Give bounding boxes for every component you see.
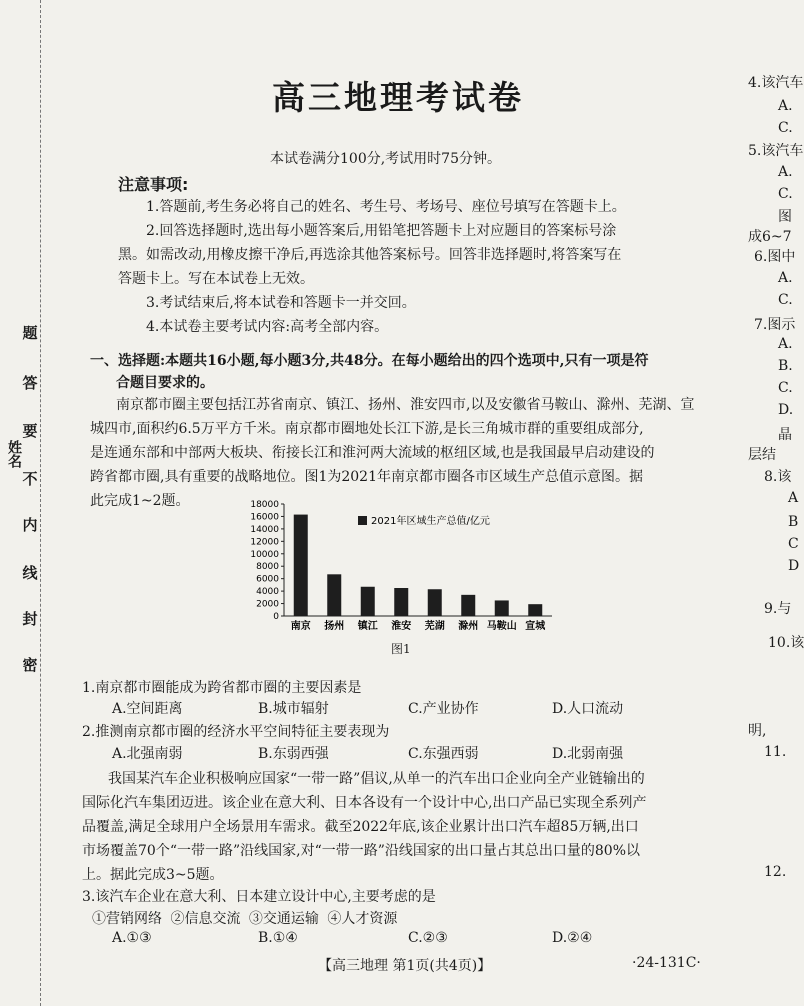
binding-char: 封 — [22, 610, 38, 628]
y-tick-label: 14000 — [250, 524, 279, 535]
next-page-fragment: A. — [778, 164, 793, 180]
next-page-fragment: C. — [778, 292, 793, 308]
next-page-fragment: 明, — [748, 723, 767, 739]
x-tick-label: 芜湖 — [424, 621, 445, 632]
next-page-fragment: C. — [778, 380, 793, 396]
paper-code: ·24-131C· — [632, 955, 701, 971]
bar-淮安 — [394, 588, 408, 616]
next-page-fragment: A — [788, 490, 799, 506]
cut-line — [40, 0, 41, 1006]
bar-南京 — [294, 515, 308, 616]
notice-heading: 注意事项: — [118, 175, 189, 194]
binding-char: 不 — [22, 470, 38, 488]
x-tick-label: 淮安 — [391, 621, 412, 632]
page-title: 高三地理考试卷 — [272, 78, 524, 117]
section-heading: 一、选择题:本题共16小题,每小题3分,共48分。在每小题给出的四个选项中,只有一项是符 — [90, 353, 649, 369]
next-page-fragment: C — [788, 536, 799, 552]
next-page-fragment: 4.该汽车 — [748, 75, 804, 91]
q2-option-d[interactable]: D.北弱南强 — [552, 746, 624, 762]
x-tick-label: 宣城 — [525, 621, 546, 632]
y-tick-label: 0 — [273, 612, 279, 622]
chart-caption: 图1 — [391, 642, 411, 656]
legend-swatch — [358, 516, 367, 525]
gdp-bar-chart — [232, 494, 562, 632]
next-page-fragment: 层结 — [748, 447, 776, 463]
passage-line: 南京都市圈主要包括江苏省南京、镇江、扬州、淮安四市,以及安徽省马鞍山、滁州、芜湖、宣 — [116, 397, 695, 413]
notice-item: 2.回答选择题时,选出每小题答案后,用铅笔把答题卡上对应题目的答案标号涂 — [146, 223, 617, 239]
y-tick-label: 18000 — [250, 500, 279, 510]
y-tick-label: 6000 — [256, 574, 279, 585]
bar-宣城 — [528, 604, 542, 616]
next-page-fragment: A. — [778, 270, 793, 286]
passage-line: 我国某汽车企业积极响应国家“一带一路”倡议,从单一的汽车出口企业向全产业链输出的 — [108, 771, 645, 787]
y-tick-label: 4000 — [256, 587, 279, 598]
binding-char: 要 — [22, 422, 38, 440]
bar-芜湖 — [428, 589, 442, 616]
passage-line: 国际化汽车集团迈进。该企业在意大利、日本各设有一个设计中心,出口产品已实现全系列产 — [82, 795, 647, 811]
question-2-stem: 2.推测南京都市圈的经济水平空间特征主要表现为 — [82, 724, 390, 740]
next-page-fragment: A. — [778, 336, 793, 352]
binding-char: 密 — [22, 656, 38, 674]
next-page-fragment: 9.与 — [764, 601, 792, 617]
next-page-edge — [748, 0, 804, 1006]
q1-option-a[interactable]: A.空间距离 — [112, 701, 183, 717]
x-tick-label: 南京 — [290, 621, 311, 632]
q2-option-a[interactable]: A.北强南弱 — [112, 746, 183, 762]
name-field-label: 姓名 — [6, 440, 22, 468]
binding-margin — [0, 0, 48, 1006]
bar-滁州 — [461, 595, 475, 616]
next-page-fragment: C. — [778, 186, 793, 202]
next-page-fragment: C. — [778, 120, 793, 136]
next-page-fragment: D — [788, 558, 800, 574]
section-heading-cont: 合题目要求的。 — [116, 375, 214, 391]
notice-item: 4.本试卷主要考试内容:高考全部内容。 — [146, 319, 389, 335]
next-page-fragment: 晶 — [778, 427, 792, 443]
question-1-stem: 1.南京都市圈能成为跨省都市圈的主要因素是 — [82, 680, 362, 696]
next-page-fragment: 11. — [764, 744, 787, 760]
passage-line: 跨省都市圈,具有重要的战略地位。图1为2021年南京都市圈各市区域生产总值示意图。据 — [90, 469, 643, 485]
bar-镇江 — [361, 587, 375, 616]
passage-line: 是连通东部和中部两大板块、衔接长江和淮河两大流域的枢纽区域,也是我国最早启动建设的 — [90, 445, 655, 461]
passage-line: 市场覆盖70个“一带一路”沿线国家,对“一带一路”沿线国家的出口量占其总出口量的80%以 — [82, 843, 641, 859]
bar-扬州 — [327, 574, 341, 616]
y-tick-label: 8000 — [256, 562, 279, 573]
next-page-fragment: 12. — [764, 864, 787, 880]
y-tick-label: 12000 — [250, 537, 279, 548]
y-tick-label: 10000 — [250, 549, 279, 560]
notice-item: 3.考试结束后,将本试卷和答题卡一并交回。 — [146, 295, 416, 311]
q3-option-d[interactable]: D.②④ — [552, 930, 593, 946]
notice-item: 答题卡上。写在本试卷上无效。 — [118, 271, 314, 287]
legend-label: 2021年区域生产总值/亿元 — [371, 516, 490, 527]
next-page-fragment: 6.图中 — [754, 249, 796, 265]
question-3-stem: 3.该汽车企业在意大利、日本建立设计中心,主要考虑的是 — [82, 889, 436, 905]
next-page-fragment: B — [788, 514, 799, 530]
passage-line: 此完成1~2题。 — [90, 493, 190, 509]
q1-option-b[interactable]: B.城市辐射 — [258, 701, 329, 717]
q2-option-c[interactable]: C.东强西弱 — [408, 746, 479, 762]
y-tick-label: 16000 — [250, 512, 279, 523]
q1-option-c[interactable]: C.产业协作 — [408, 701, 479, 717]
next-page-fragment: 10.该 — [768, 635, 804, 651]
next-page-fragment: B. — [778, 358, 793, 374]
next-page-fragment: A. — [778, 98, 793, 114]
x-tick-label: 扬州 — [324, 621, 345, 632]
y-tick-label: 2000 — [256, 599, 279, 610]
q3-option-c[interactable]: C.②③ — [408, 930, 448, 946]
x-tick-label: 滁州 — [458, 621, 479, 632]
q3-option-b[interactable]: B.①④ — [258, 930, 298, 946]
binding-char: 答 — [22, 374, 38, 392]
q3-option-a[interactable]: A.①③ — [112, 930, 152, 946]
next-page-fragment: 7.图示 — [754, 317, 796, 333]
next-page-fragment: D. — [778, 402, 794, 418]
passage-line: 品覆盖,满足全球用户全场景用车需求。截至2022年底,该企业累计出口汽车超85万辆,出口 — [82, 819, 639, 835]
binding-char: 内 — [22, 516, 38, 534]
passage-line: 上。据此完成3~5题。 — [82, 867, 224, 883]
binding-char: 题 — [22, 324, 38, 342]
q2-option-b[interactable]: B.东弱西强 — [258, 746, 329, 762]
binding-char: 线 — [22, 564, 38, 582]
next-page-fragment: 成6~7 — [748, 229, 792, 245]
notice-item: 黑。如需改动,用橡皮擦干净后,再选涂其他答案标号。回答非选择题时,将答案写在 — [118, 247, 622, 263]
subtitle: 本试卷满分100分,考试用时75分钟。 — [270, 151, 501, 167]
x-tick-label: 马鞍山 — [486, 621, 517, 632]
q1-option-d[interactable]: D.人口流动 — [552, 701, 624, 717]
passage-line: 城四市,面积约6.5万平方千米。南京都市圈地处长江下游,是长三角城市群的重要组成部分, — [90, 421, 644, 437]
next-page-fragment: 图 — [778, 209, 792, 225]
bar-马鞍山 — [495, 600, 509, 616]
page-footer: 【高三地理 第1页(共4页)】 — [318, 958, 492, 974]
next-page-fragment: 5.该汽车 — [748, 143, 804, 159]
q3-items: ①营销网络 ②信息交流 ③交通运输 ④人才资源 — [92, 911, 398, 927]
notice-item: 1.答题前,考生务必将自己的姓名、考生号、考场号、座位号填写在答题卡上。 — [146, 199, 626, 215]
next-page-fragment: 8.该 — [764, 469, 792, 485]
x-tick-label: 镇江 — [357, 621, 378, 632]
